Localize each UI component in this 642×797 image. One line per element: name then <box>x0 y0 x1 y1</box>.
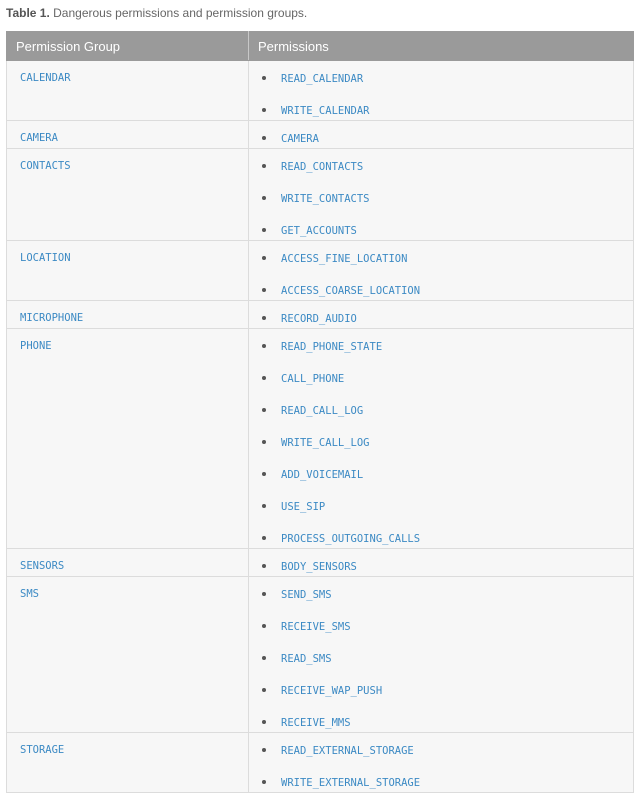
permission-link-write-call-log[interactable]: WRITE_CALL_LOG <box>281 437 370 449</box>
permission-link-access-fine-location[interactable]: ACCESS_FINE_LOCATION <box>281 253 408 265</box>
permission-link-read-sms[interactable]: READ_SMS <box>281 653 332 665</box>
permission-list <box>249 241 633 300</box>
permissions-cell <box>249 577 634 733</box>
group-link-storage[interactable]: STORAGE <box>20 744 65 756</box>
permission-link-record-audio[interactable]: RECORD_AUDIO <box>281 313 357 325</box>
permission-link-read-external-storage[interactable]: READ_EXTERNAL_STORAGE <box>281 745 414 757</box>
group-cell <box>7 329 249 549</box>
permissions-cell <box>249 149 634 241</box>
group-cell <box>7 121 249 149</box>
permission-link-read-phone-state[interactable]: READ_PHONE_STATE <box>281 341 383 353</box>
bullet-icon <box>262 196 266 200</box>
table-caption-text: Dangerous permissions and permission groups. <box>49 6 308 20</box>
permission-link-process-outgoing-calls[interactable]: PROCESS_OUTGOING_CALLS <box>281 533 421 545</box>
permissions-cell <box>249 301 634 329</box>
group-link-sensors[interactable]: SENSORS <box>20 560 65 572</box>
list-item <box>249 213 633 240</box>
group-link-location[interactable]: LOCATION <box>20 252 71 264</box>
bullet-icon <box>262 536 266 540</box>
list-item <box>249 181 633 213</box>
group-link-phone[interactable]: PHONE <box>20 340 52 352</box>
group-cell <box>7 733 249 793</box>
list-item <box>249 393 633 425</box>
bullet-icon <box>262 108 266 112</box>
table-caption-label: Table 1. <box>6 6 50 20</box>
list-item <box>249 301 633 328</box>
list-item <box>249 577 633 609</box>
table-row <box>7 329 634 549</box>
bullet-icon <box>262 164 266 168</box>
group-link-sms[interactable]: SMS <box>20 588 39 600</box>
permission-link-write-contacts[interactable]: WRITE_CONTACTS <box>281 193 370 205</box>
bullet-icon <box>262 592 266 596</box>
list-item <box>249 149 633 181</box>
bullet-icon <box>262 688 266 692</box>
list-item <box>249 93 633 120</box>
table-row <box>7 549 634 577</box>
table-header-row <box>7 32 634 61</box>
list-item <box>249 425 633 457</box>
bullet-icon <box>262 504 266 508</box>
permission-link-use-sip[interactable]: USE_SIP <box>281 501 326 513</box>
list-item <box>249 765 633 792</box>
permission-link-camera[interactable]: CAMERA <box>281 133 319 145</box>
list-item <box>249 61 633 93</box>
bullet-icon <box>262 288 266 292</box>
list-item <box>249 521 633 548</box>
group-cell <box>7 549 249 577</box>
table-caption <box>6 6 307 20</box>
bullet-icon <box>262 344 266 348</box>
list-item <box>249 549 633 576</box>
list-item <box>249 733 633 765</box>
header-permission-group: Permission Group <box>7 32 249 61</box>
permission-link-read-calendar[interactable]: READ_CALENDAR <box>281 73 364 85</box>
table-row <box>7 241 634 301</box>
bullet-icon <box>262 408 266 412</box>
permission-list <box>249 733 633 792</box>
bullet-icon <box>262 472 266 476</box>
permission-list <box>249 301 633 328</box>
permission-link-write-calendar[interactable]: WRITE_CALENDAR <box>281 105 370 117</box>
permissions-cell <box>249 733 634 793</box>
permission-link-write-external-storage[interactable]: WRITE_EXTERNAL_STORAGE <box>281 777 421 789</box>
permission-link-receive-sms[interactable]: RECEIVE_SMS <box>281 621 351 633</box>
bullet-icon <box>262 440 266 444</box>
list-item <box>249 641 633 673</box>
bullet-icon <box>262 748 266 752</box>
group-cell <box>7 241 249 301</box>
bullet-icon <box>262 624 266 628</box>
group-link-camera[interactable]: CAMERA <box>20 132 58 144</box>
permissions-cell <box>249 329 634 549</box>
bullet-icon <box>262 136 266 140</box>
permission-link-receive-mms[interactable]: RECEIVE_MMS <box>281 717 351 729</box>
list-item <box>249 705 633 732</box>
table-body <box>7 61 634 793</box>
permission-list <box>249 61 633 120</box>
permission-link-receive-wap-push[interactable]: RECEIVE_WAP_PUSH <box>281 685 383 697</box>
permission-list <box>249 577 633 732</box>
group-link-contacts[interactable]: CONTACTS <box>20 160 71 172</box>
permission-list <box>249 121 633 148</box>
bullet-icon <box>262 316 266 320</box>
list-item <box>249 241 633 273</box>
bullet-icon <box>262 720 266 724</box>
permission-link-add-voicemail[interactable]: ADD_VOICEMAIL <box>281 469 364 481</box>
permission-link-access-coarse-location[interactable]: ACCESS_COARSE_LOCATION <box>281 285 421 297</box>
table-row <box>7 577 634 733</box>
permission-list <box>249 549 633 576</box>
permissions-cell <box>249 241 634 301</box>
table-row <box>7 301 634 329</box>
bullet-icon <box>262 656 266 660</box>
list-item <box>249 121 633 148</box>
list-item <box>249 273 633 300</box>
table-row <box>7 61 634 121</box>
group-link-calendar[interactable]: CALENDAR <box>20 72 71 84</box>
permission-link-send-sms[interactable]: SEND_SMS <box>281 589 332 601</box>
table-row <box>7 149 634 241</box>
bullet-icon <box>262 564 266 568</box>
list-item <box>249 329 633 361</box>
permission-list <box>249 329 633 548</box>
permission-link-read-call-log[interactable]: READ_CALL_LOG <box>281 405 364 417</box>
permission-link-body-sensors[interactable]: BODY_SENSORS <box>281 561 357 573</box>
permissions-cell <box>249 549 634 577</box>
group-cell <box>7 149 249 241</box>
permission-link-read-contacts[interactable]: READ_CONTACTS <box>281 161 364 173</box>
group-cell <box>7 577 249 733</box>
list-item <box>249 489 633 521</box>
bullet-icon <box>262 780 266 784</box>
permission-link-get-accounts[interactable]: GET_ACCOUNTS <box>281 225 357 237</box>
bullet-icon <box>262 256 266 260</box>
list-item <box>249 673 633 705</box>
permissions-table <box>6 31 634 793</box>
list-item <box>249 457 633 489</box>
group-cell <box>7 301 249 329</box>
bullet-icon <box>262 76 266 80</box>
permissions-cell <box>249 61 634 121</box>
header-permissions: Permissions <box>249 32 634 61</box>
list-item <box>249 361 633 393</box>
table-header <box>7 32 634 61</box>
list-item <box>249 609 633 641</box>
group-link-microphone[interactable]: MICROPHONE <box>20 312 84 324</box>
permissions-cell <box>249 121 634 149</box>
group-cell <box>7 61 249 121</box>
table-row <box>7 733 634 793</box>
permission-list <box>249 149 633 240</box>
table-row <box>7 121 634 149</box>
bullet-icon <box>262 228 266 232</box>
permission-link-call-phone[interactable]: CALL_PHONE <box>281 373 345 385</box>
bullet-icon <box>262 376 266 380</box>
